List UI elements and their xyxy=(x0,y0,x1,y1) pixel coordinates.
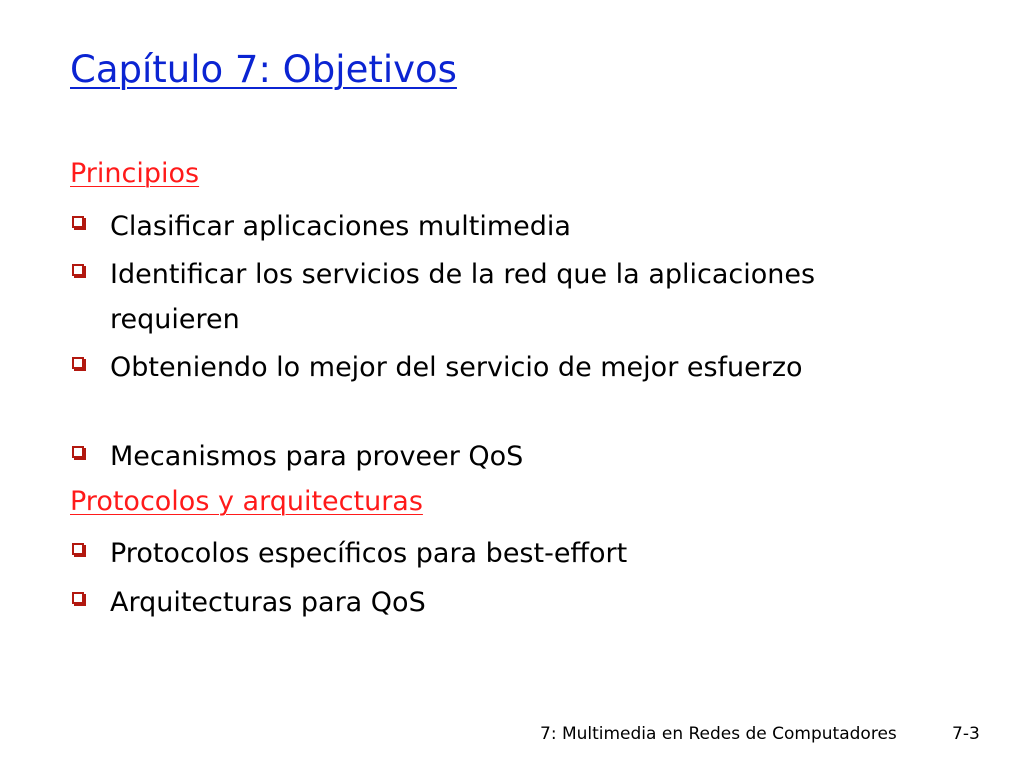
footer-chapter: 7: Multimedia en Redes de Computadores xyxy=(540,724,897,744)
bullet-text: Identificar los servicios de la red que la aplicaciones requieren xyxy=(110,259,816,335)
section-heading-principios: Principios xyxy=(70,158,200,189)
footer-page-number: 7-3 xyxy=(952,724,980,744)
bullet-text: Protocolos específicos para best-effort xyxy=(110,538,628,569)
bullet-item xyxy=(70,580,830,625)
bullet-item xyxy=(70,252,830,342)
bullet-item xyxy=(70,434,830,479)
bullet-item xyxy=(70,531,830,576)
bullet-text: Mecanismos para proveer QoS xyxy=(110,441,524,472)
square-bullet-icon xyxy=(72,357,84,369)
square-bullet-icon xyxy=(72,216,84,228)
bullet-text: Obteniendo lo mejor del servicio de mejor esfuerzo xyxy=(110,352,803,383)
section-heading-protocolos: Protocolos y arquitecturas xyxy=(70,486,423,517)
square-bullet-icon xyxy=(72,592,84,604)
bullet-item xyxy=(70,345,830,390)
square-bullet-icon xyxy=(72,446,84,458)
slide-title: Capítulo 7: Objetivos xyxy=(70,48,457,91)
square-bullet-icon xyxy=(72,543,84,555)
bullet-text: Clasificar aplicaciones multimedia xyxy=(110,211,571,242)
bullet-item xyxy=(70,204,830,249)
bullet-text: Arquitecturas para QoS xyxy=(110,587,426,618)
square-bullet-icon xyxy=(72,264,84,276)
